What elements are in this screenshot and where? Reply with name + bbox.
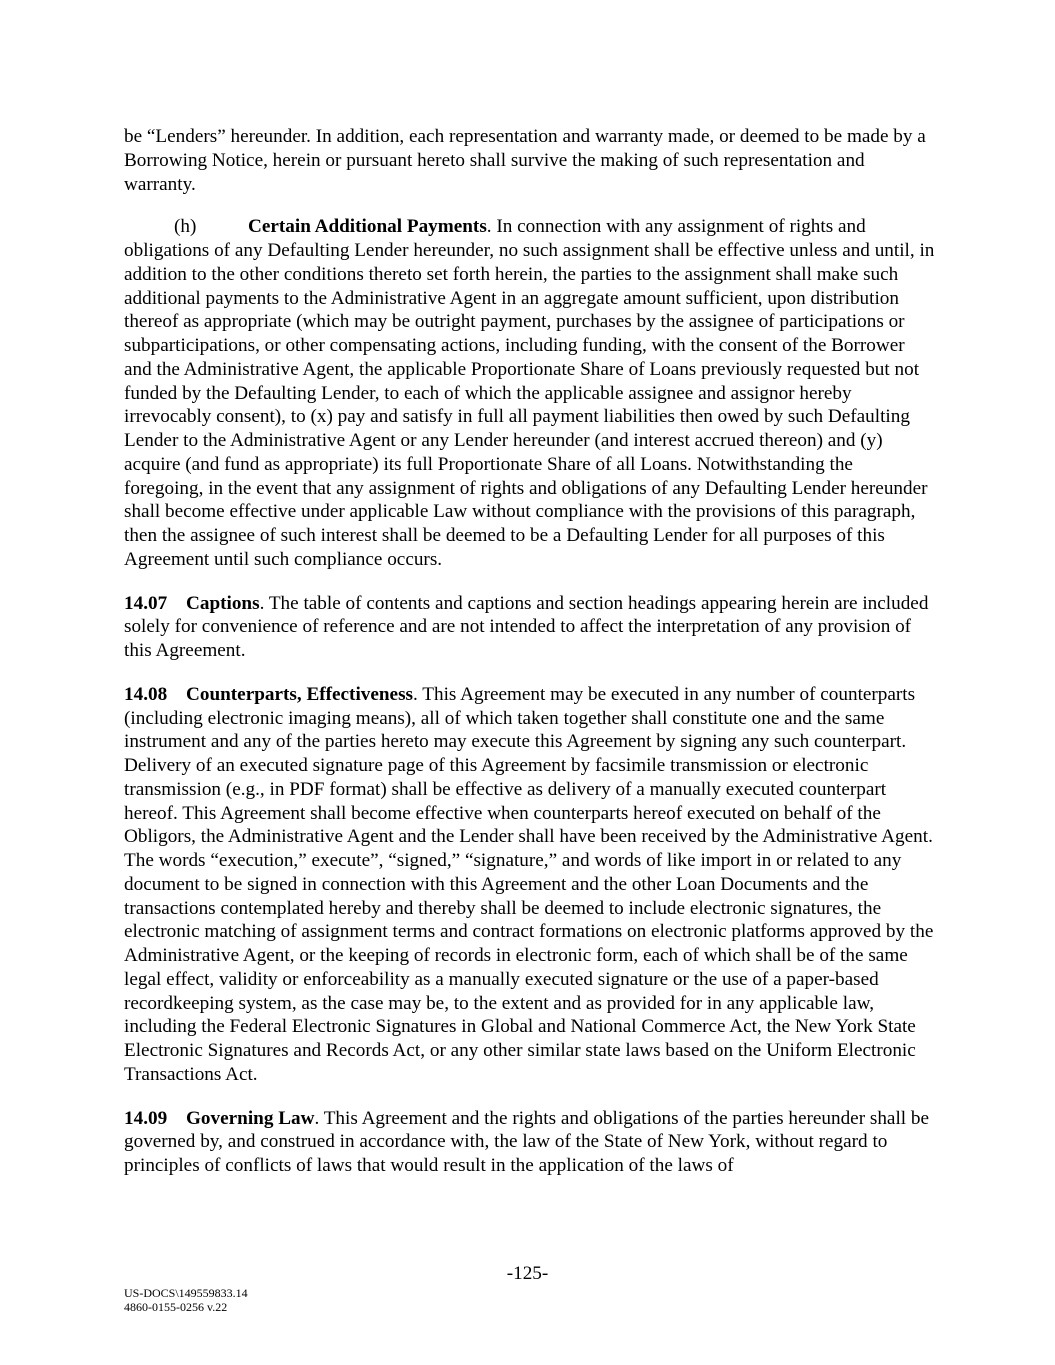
section-14-07-heading: Captions xyxy=(186,592,260,614)
section-14-07-text: . The table of contents and captions and section headings appearing herein are included solely for convenience of reference and are not intended to affect the interpretation of any provision of this Agreement. xyxy=(124,592,929,661)
section-14-08-heading: Counterparts, Effectiveness xyxy=(186,683,414,705)
footer-version: 4860-0155-0256 v.22 xyxy=(124,1300,228,1314)
footer-doc-id: US-DOCS\149559833.14 xyxy=(124,1286,248,1300)
continuation-text: be “Lenders” hereunder. In addition, each representation and warranty made, or deemed to be made by a Borrowing Notice, herein or pursuant hereto shall survive the making of such representation and warranty. xyxy=(124,126,926,195)
subsection-h-heading: Certain Additional Payments xyxy=(248,216,487,238)
section-14-08-paragraph xyxy=(124,683,936,1087)
continuation-paragraph xyxy=(124,125,936,196)
subsection-h-label: (h) xyxy=(174,216,197,238)
section-14-09-text: . This Agreement and the rights and obligations of the parties hereunder shall be governed by, and construed in accordance with, the law of the State of New York, without regard to principles of conflicts of laws that would result in the application of the laws of xyxy=(124,1107,930,1176)
body-text xyxy=(124,125,936,1178)
page-number: -125- xyxy=(506,1263,549,1284)
section-14-07-number: 14.07 xyxy=(124,592,168,614)
section-14-09-heading: Governing Law xyxy=(186,1107,315,1129)
section-14-08-text: . This Agreement may be executed in any number of counterparts (including electronic imaging means), all of which taken together shall constitute one and the same instrument and any of the parties hereto may execute this Agreement by signing any such counterpart. Delivery of an executed signature page of this Agreement by facsimile transmission or electronic transmission (e.g., in PDF format) shall be effective as delivery of a manually executed counterpart hereof. This Agreement shall become effective when counterparts hereof executed on behalf of the Obligors, the Administrative Agent and the Lender shall have been received by the Administrative Agent. The words “execution,” execute”, “signed,” “signature,” and words of like import in or related to any document to be signed in connection with this Agreement and the other Loan Documents and the transactions contemplated hereby and thereby shall be deemed to include electronic signatures, the electronic matching of assignment terms and contract formations on electronic platforms approved by the Administrative Agent, or the keeping of records in electronic form, each of which shall be of the same legal effect, validity or enforceability as a manually executed signature or the use of a paper-based recordkeeping system, as the case may be, to the extent and as provided for in any applicable law, including the Federal Electronic Signatures in Global and National Commerce Act, the New York State Electronic Signatures and Records Act, or any other similar state laws based on the Uniform Electronic Transactions Act. xyxy=(124,683,934,1085)
subsection-h-text: . In connection with any assignment of rights and obligations of any Defaulting Lender hereunder, no such assignment shall be effective unless and until, in addition to the other conditions thereto set forth herein, the parties to the assignment shall make such additional payments to the Administrative Agent in an aggregate amount sufficient, upon distribution thereof as appropriate (which may be outright payment, purchases by the assignee of participations or subparticipations, or other compensating actions, including funding, with the consent of the Borrower and the Administrative Agent, the applicable Proportionate Share of Loans previously requested but not funded by the Defaulting Lender, to each of which the applicable assignee and assignor hereby irrevocably consent), to (x) pay and satisfy in full all payment liabilities then owed by such Defaulting Lender to the Administrative Agent or any Lender hereunder (and interest accrued thereon) and (y) acquire (and fund as appropriate) its full Proportionate Share of all Loans. Notwithstanding the foregoing, in the event that any assignment of rights and obligations of any Defaulting Lender hereunder shall become effective under applicable Law without compliance with the provisions of this paragraph, then the assignee of such interest shall be deemed to be a Defaulting Lender for all purposes of this Agreement until such compliance occurs. xyxy=(124,216,935,570)
section-14-09-paragraph xyxy=(124,1107,936,1178)
subsection-h-paragraph xyxy=(124,215,936,571)
section-14-08-number: 14.08 xyxy=(124,683,168,705)
section-14-07-paragraph xyxy=(124,592,936,663)
section-14-09-number: 14.09 xyxy=(124,1107,168,1129)
